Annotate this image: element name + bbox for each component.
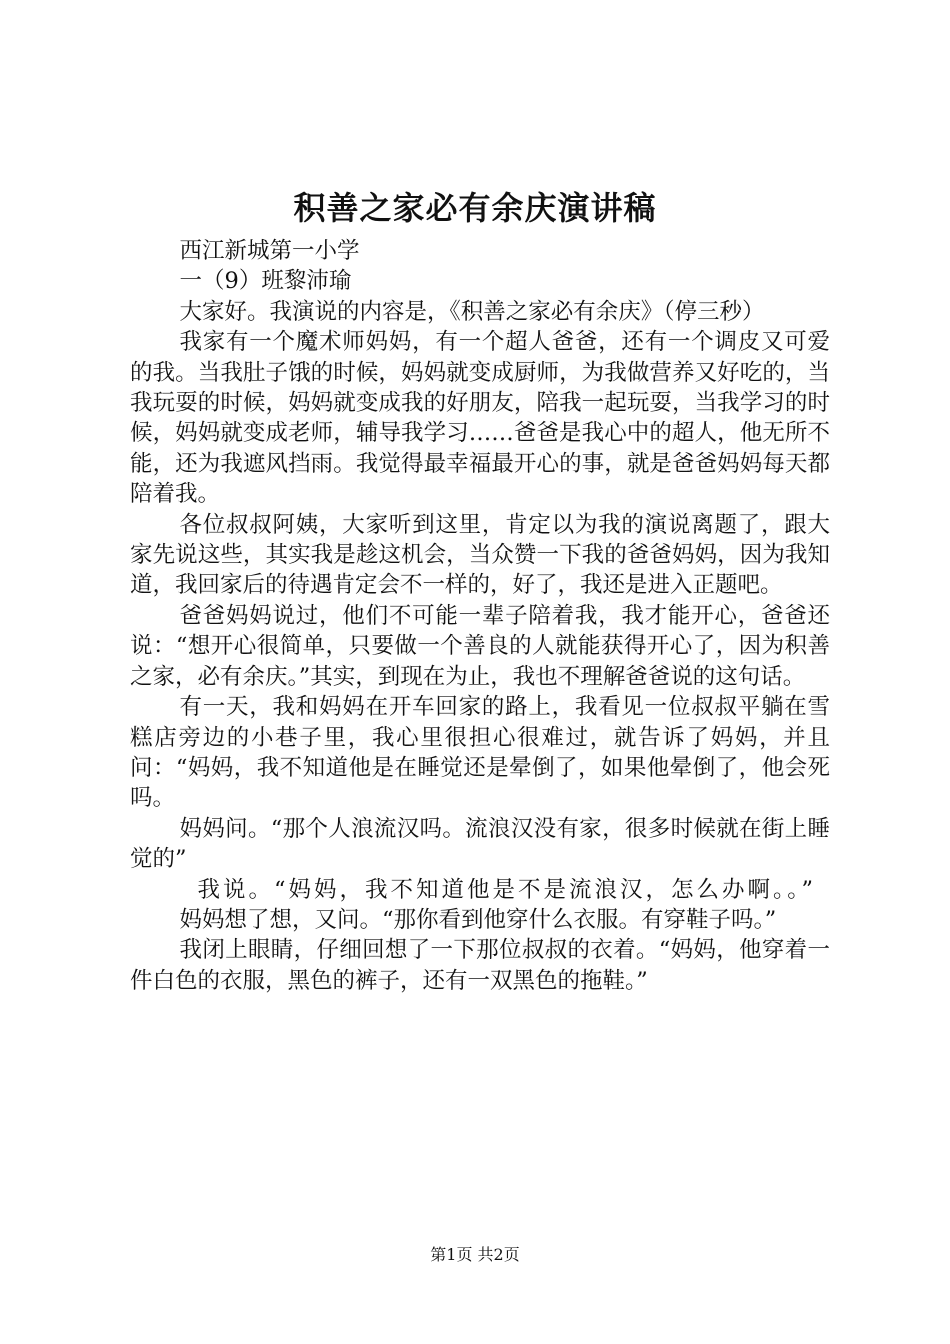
document-body — [130, 236, 830, 996]
paragraph-7: 我说。“妈妈，我不知道他是不是流浪汉，怎么办啊。。” — [197, 876, 817, 903]
page-number-footer: 第1页 共2页 — [430, 1245, 520, 1264]
paragraph-4: 爸爸妈妈说过，他们不可能一辈子陪着我，我才能开心，爸爸还说：“想开心很简单，只要做一个善良的人就能获得开心了，因为积善之家，必有余庆。”其实，到现在为止，我也不理解爸爸说的这句话。 — [130, 602, 830, 690]
paragraph-9: 我闭上眼睛，仔细回想了一下那位叔叔的衣着。“妈妈，他穿着一件白色的衣服，黑色的裤子，还有一双黑色的拖鞋。” — [130, 937, 830, 994]
school-line: 西江新城第一小学 — [179, 238, 360, 264]
paragraph-2: 我家有一个魔术师妈妈，有一个超人爸爸，还有一个调皮又可爱的我。当我肚子饿的时候，妈妈就变成厨师，为我做营养又好吃的，当我玩耍的时候，妈妈就变成我的好朋友，陪我一起玩耍，当我学习的时候，妈妈就变成老师，辅导我学习……爸爸是我心中的超人，他无所不能，还为我遮风挡雨。我觉得最幸福最开心的事，就是爸爸妈妈每天都陪着我。 — [130, 329, 830, 508]
paragraph-3: 各位叔叔阿姨，大家听到这里，肯定以为我的演说离题了，跟大家先说这些，其实我是趁这机会，当众赞一下我的爸爸妈妈，因为我知道，我回家后的待遇肯定会不一样的，好了，我还是进入正题吧。 — [130, 511, 830, 599]
author-line: 一（9）班黎沛瑜 — [179, 268, 352, 295]
paragraph-8: 妈妈想了想，又问。“那你看到他穿什么衣服。有穿鞋子吗。” — [179, 906, 777, 933]
document-title: 积善之家必有余庆演讲稿 — [293, 189, 657, 227]
paragraph-1: 大家好。我演说的内容是，《积善之家必有余庆》（停三秒） — [179, 298, 765, 325]
paragraph-6: 妈妈问。“那个人浪流汉吗。流浪汉没有家，很多时候就在街上睡觉的” — [130, 815, 830, 873]
paragraph-5: 有一天，我和妈妈在开车回家的路上，我看见一位叔叔平躺在雪糕店旁边的小巷子里，我心里很担心很难过，就告诉了妈妈，并且问：“妈妈，我不知道他是在睡觉还是晕倒了，如果他晕倒了，他会死吗。 — [130, 694, 830, 812]
